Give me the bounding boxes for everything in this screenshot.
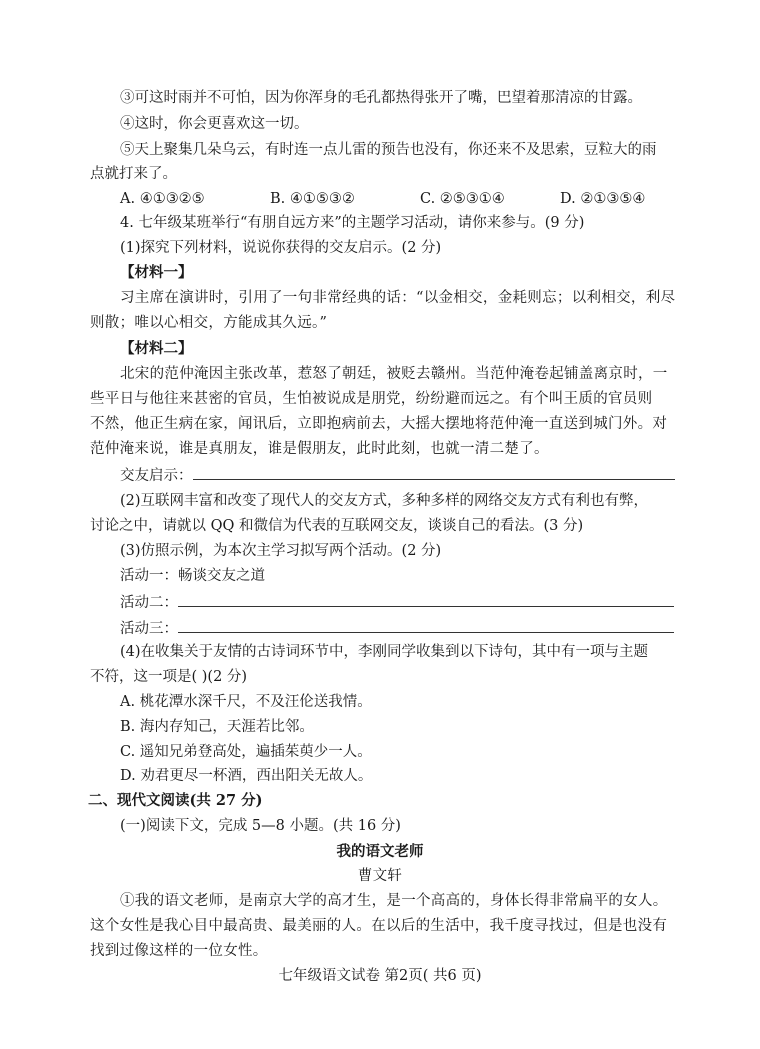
question-4-sub1: (1)探究下列材料，说说你获得的交友启示。(2 分) xyxy=(120,240,442,256)
sentence-5-line1: ⑤天上聚集几朵乌云，有时连一点儿雷的预告也没有，你还来不及思索，豆粒大的雨 xyxy=(120,142,657,158)
page-footer: 七年级语文试卷 第2页( 共6 页) xyxy=(278,968,482,984)
poem-choice-a: A. 桃花潭水深千尺，不及汪伦送我情。 xyxy=(120,694,372,710)
poem-choice-c: C. 遥知兄弟登高处，遍插茱萸少一人。 xyxy=(120,744,372,760)
article-author: 曹文轩 xyxy=(357,868,403,884)
material-1-line1: 习主席在演讲时，引用了一句非常经典的话：“以金相交，金耗则忘；以利相交，利尽 xyxy=(120,290,676,306)
reading-part-1-instructions: (一)阅读下文，完成 5—8 小题。(共 16 分) xyxy=(120,818,401,834)
question-4-sub3: (3)仿照示例，为本次主学习拟写两个活动。(2 分) xyxy=(120,543,442,559)
option-a: A. ④①③②⑤ xyxy=(120,191,205,207)
option-c: C. ②⑤③①④ xyxy=(420,191,505,207)
option-b: B. ④①⑤③② xyxy=(270,191,355,207)
activity-3-label: 活动三： xyxy=(120,621,178,637)
question-4-sub4-line1: (4)在收集关于友情的古诗词环节中，李刚同学收集到以下诗句，其中有一项与主题 xyxy=(120,644,649,660)
material-1-line2: 则散；唯以心相交，方能成其久远。” xyxy=(90,315,328,331)
material-2-line4: 范仲淹来说，谁是真朋友，谁是假朋友，此时此刻，也就一清二楚了。 xyxy=(90,441,549,457)
material-2-label: 【材料二】 xyxy=(120,340,193,357)
activity-3-answer-line[interactable] xyxy=(178,618,674,633)
material-2-line1: 北宋的范仲淹因主张改革，惹怒了朝廷，被贬去赣州。当范仲淹卷起铺盖离京时，一 xyxy=(120,366,668,382)
activity-2-row xyxy=(120,592,674,613)
material-2-line3: 不然，他正生病在家，闻讯后，立即抱病前去，大摇大摆地将范仲淹一直送到城门外。对 xyxy=(90,416,668,432)
insight-answer-line[interactable] xyxy=(193,465,675,480)
option-d: D. ②①③⑤④ xyxy=(560,191,646,207)
insight-label: 交友启示： xyxy=(120,468,193,484)
material-2-line2: 些平日与他往来甚密的官员，生怕被说成是朋党，纷纷避而远之。有个叫王质的官员则 xyxy=(90,391,653,407)
article-para-1-line1: ①我的语文老师，是南京大学的高才生，是一个高高的，身体长得非常扁平的女人。 xyxy=(120,893,668,909)
poem-choice-b: B. 海内存知己，天涯若比邻。 xyxy=(120,719,314,735)
question-4-title: 4. 七年级某班举行“有朋自远方来”的主题学习活动，请你来参与。(9 分) xyxy=(120,215,585,231)
article-para-1-line3: 找到过像这样的一位女性。 xyxy=(90,943,268,959)
sentence-5-line2: 点就打来了。 xyxy=(90,166,177,182)
sentence-3: ③可这时雨并不可怕，因为你浑身的毛孔都热得张开了嘴，巴望着那清凉的甘露。 xyxy=(120,90,642,106)
article-para-1-line2: 这个女性是我心目中最高贵、最美丽的人。在以后的生活中，我千度寻找过，但是也没有 xyxy=(90,918,668,934)
question-4-sub2-line1: (2)互联网丰富和改变了现代人的交友方式，多种多样的网络交友方式有利也有弊， xyxy=(120,493,649,509)
section-2-heading: 二、现代文阅读(共 27 分) xyxy=(88,792,263,809)
article-title: 我的语文老师 xyxy=(336,843,424,860)
activity-3-row xyxy=(120,618,674,639)
activity-1: 活动一：畅谈交友之道 xyxy=(120,568,265,584)
poem-choice-d: D. 劝君更尽一杯酒，西出阳关无故人。 xyxy=(120,768,373,784)
question-4-sub4-line2: 不符，这一项是( )(2 分) xyxy=(90,669,248,685)
activity-2-label: 活动二： xyxy=(120,595,178,611)
activity-2-answer-line[interactable] xyxy=(178,592,674,607)
question-4-sub2-line2: 讨论之中，请就以 QQ 和微信为代表的互联网交友，谈谈自己的看法。(3 分) xyxy=(90,518,584,534)
insight-row xyxy=(120,465,675,486)
sentence-4: ④这时，你会更喜欢这一切。 xyxy=(120,116,309,132)
material-1-label: 【材料一】 xyxy=(120,264,193,281)
q3-options xyxy=(120,189,645,209)
